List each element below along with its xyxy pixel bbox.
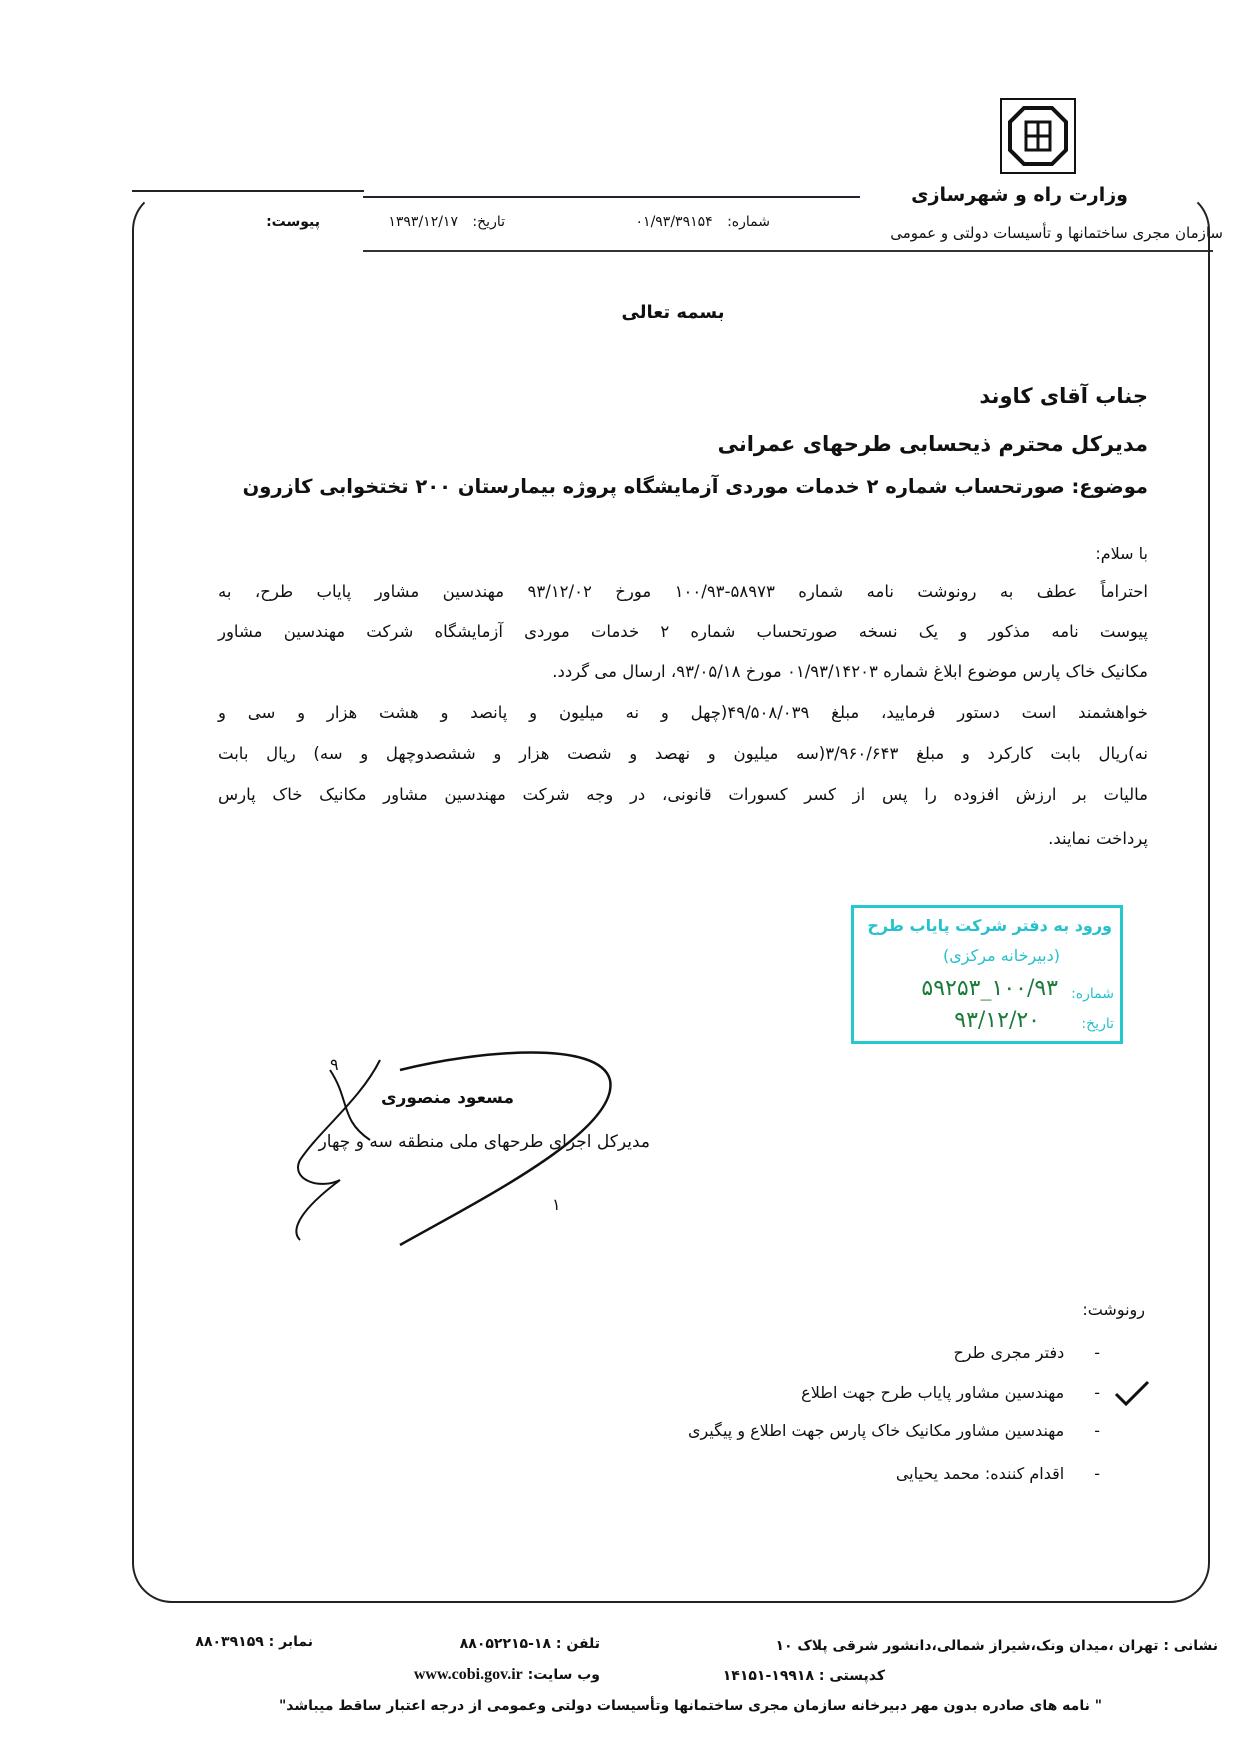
stamp-title: ورود به دفتر شرکت پایاب طرح [867,916,1112,935]
copies-label: رونوشت: [1082,1300,1145,1319]
copy-item [801,1383,1100,1402]
attachment-label: پیوست: [266,214,320,230]
footer-website [414,1666,600,1684]
receipt-stamp [851,905,1123,1044]
invocation: بسمه تعالی [621,302,725,323]
body-line: خواهشمند است دستور فرمایید، مبلغ ۴۹/۵۰۸/۰۳۹(چهل و نه میلیون و پانصد و هشت هزار و سی و [218,703,1148,722]
recipient-title: مدیرکل محترم ذیحسابی طرحهای عمرانی [717,432,1148,456]
ministry-name: وزارت راه و شهرسازی [911,184,1128,206]
greeting: با سلام: [1095,544,1148,563]
dash: - [1094,1421,1100,1440]
footer-phone: تلفن : ۱۸-۸۸۰۵۲۲۱۵ [459,1636,600,1652]
footer-address: نشانی : تهران ،میدان ونک،شیراز شمالی،دانشور شرقی پلاک ۱۰ [775,1638,1218,1654]
footer-postal-code: کدپستی : ۱۹۹۱۸-۱۴۱۵۱ [722,1668,885,1684]
copy-text: اقدام کننده: محمد یحیایی [895,1464,1065,1483]
body-line: احتراماً عطف به رونوشت نامه شماره ۵۸۹۷۳-۱۰۰/۹۳ مورخ ۹۳/۱۲/۰۲ مهندسین مشاور پایاب طرح، به [218,582,1148,601]
stamp-date-label: تاریخ: [1081,1016,1114,1032]
svg-text:٩: ٩ [330,1055,339,1074]
copy-item [688,1421,1100,1440]
dash: - [1094,1383,1100,1402]
stamp-date-value: ۹۳/۱۲/۲۰ [954,1008,1040,1033]
body-line: نه)ریال بابت کارکرد و مبلغ ۳/۹۶۰/۶۴۳(سه میلیون و نهصد و شصت هزار و ششصدوچهل و سه) ریال بابت [218,744,1149,763]
body-line: پیوست نامه مذکور و یک نسخه صورتحساب شماره ۲ خدمات موردی آزمایشگاه شرکت مهندسین مشاور [218,622,1148,641]
date-value: ۱۳۹۳/۱۲/۱۷ [388,214,458,230]
number-value: ۰۱/۹۳/۳۹۱۵۴ [635,214,713,230]
website-label: وب سایت: [527,1667,600,1683]
body-line: پرداخت نمایند. [1048,829,1148,848]
recipient: جناب آقای کاوند [979,384,1148,408]
ministry-logo [1000,98,1076,174]
copy-text: مهندسین مشاور مکانیک خاک پارس جهت اطلاع و پیگیری [687,1421,1065,1440]
organization-name: سازمان مجری ساختمانها و تأسیسات دولتی و عمومی [890,224,1223,242]
copy-item [896,1464,1100,1483]
signatory-title: مدیرکل اجرای طرحهای ملی منطقه سه و چهار [318,1132,650,1152]
dash: - [1094,1464,1100,1483]
stamp-number-label: شماره: [1071,986,1114,1002]
copy-text: مهندسین مشاور پایاب طرح جهت اطلاع [801,1383,1065,1402]
website-link[interactable]: www.cobi.gov.ir [413,1666,523,1683]
date-label: تاریخ: [472,214,505,230]
number-label: شماره: [727,214,770,230]
signatory-name: مسعود منصوری [381,1088,514,1108]
body-line: مکانیک خاک پارس موضوع ابلاغ شماره ۰۱/۹۳/۱۴۲۰۳ مورخ ۹۳/۰۵/۱۸، ارسال می گردد. [552,662,1148,681]
svg-text:١: ١ [552,1195,561,1214]
body-line: مالیات بر ارزش افزوده را پس از کسر کسورات قانونی، در وجه شرکت مهندسین مشاور مکانیک خاک پارس [218,785,1148,804]
footer-fax: نمابر : ۸۸۰۳۹۱۵۹ [195,1634,313,1650]
stamp-number-value: ۱۰۰/۹۳_۵۹۲۵۳ [921,976,1058,1001]
frame-top-edge [132,190,364,192]
logo-emblem-icon [1002,100,1074,172]
subject: موضوع: صورتحساب شماره ۲ خدمات موردی آزمایشگاه پروژه بیمارستان ۲۰۰ تختخوابی کازرون [242,475,1148,498]
copy-item [953,1343,1100,1362]
copy-text: دفتر مجری طرح [953,1343,1065,1362]
checkmark-icon [1112,1378,1152,1408]
stamp-subtitle: (دبیرخانه مرکزی) [943,946,1060,965]
dash: - [1094,1343,1100,1362]
footer-notice: " نامه های صادره بدون مهر دبیرخانه سازمان مجری ساختمانها وتأسیسات دولتی وعمومی از درجه اعتبار ساقط میباشد" [279,1698,1102,1714]
